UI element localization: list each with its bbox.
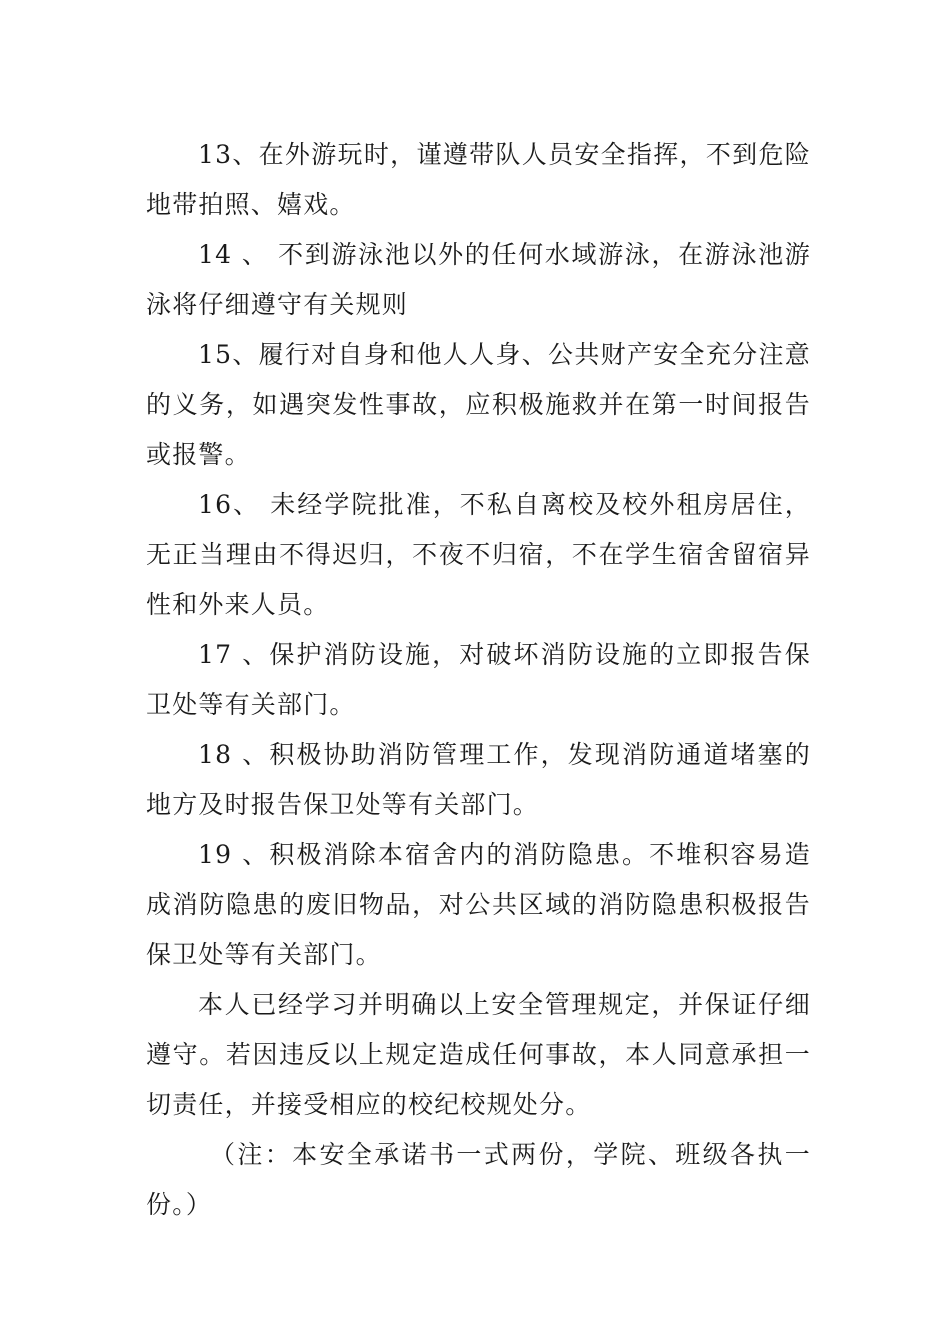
clause-19: 19 、积极消除本宿舍内的消防隐患。不堆积容易造成消防隐患的废旧物品，对公共区域的消防隐患积极报告保卫处等有关部门。 <box>146 840 811 969</box>
clause-17: 17 、保护消防设施，对破坏消防设施的立即报告保卫处等有关部门。 <box>146 640 811 719</box>
clause-18: 18 、积极协助消防管理工作，发现消防通道堵塞的地方及时报告保卫处等有关部门。 <box>146 740 811 819</box>
clause-14: 14 、 不到游泳池以外的任何水域游泳，在游泳池游泳将仔细遵守有关规则 <box>146 240 811 319</box>
clause-15: 15、履行对自身和他人人身、公共财产安全充分注意的义务，如遇突发性事故，应积极施救并在第一时间报告或报警。 <box>146 340 811 469</box>
commitment-statement: 本人已经学习并明确以上安全管理规定，并保证仔细遵守。若因违反以上规定造成任何事故，本人同意承担一切责任，并接受相应的校纪校规处分。 <box>146 990 811 1119</box>
note-text: （注：本安全承诺书一式两份，学院、班级各执一份。） <box>146 1140 811 1219</box>
clause-16: 16、 未经学院批准，不私自离校及校外租房居住，无正当理由不得迟归，不夜不归宿，不在学生宿舍留宿异性和外来人员。 <box>146 490 811 619</box>
clause-13: 13、在外游玩时，谨遵带队人员安全指挥，不到危险地带拍照、嬉戏。 <box>146 140 811 219</box>
document-body <box>146 130 811 1230</box>
